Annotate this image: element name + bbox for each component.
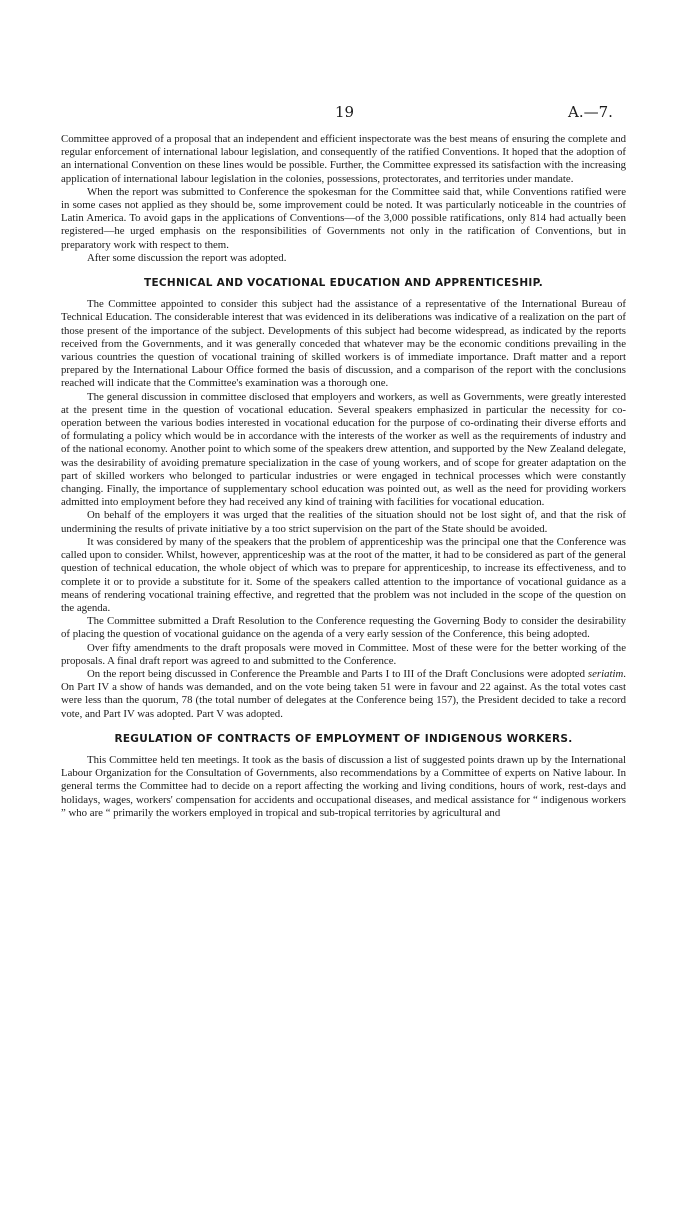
paragraph: The general discussion in committee disclosed that employers and workers, as well as Governments, were greatly interested at the present time in the question of vocational education. Several speakers emphasized in particular the necessity for co-operation between the various bodies interested in vocational education for the purpose of co-ordinating their diverse efforts and of formulating a policy which would be in accordance with the interests of the worker as well as the requirements of industry and of the national economy. Another point to which some of the speakers drew attention, and supported by the New Zealand delegate, was the desirability of avoiding premature specialization in the case of young workers, and of scope for greater adaptation on the part of skilled workers who belonged to particular industries or were engaged in technical processes which were constantly changing. Finally, the importance of supplementary school education was pointed out, as well as the need for providing workers admitted into employment before they had received any kind of training with facilities for vocational education. — [61, 390, 626, 509]
page-header — [0, 103, 700, 123]
text-run: . On Part IV a show of hands was demanded, and on the vote being taken 51 were in favour and 22 against. As the total votes cast were less than the quorum, 78 (the total number of delegates at the Conference being 157), the President decided to take a record vote, and Part IV was adopted. Part V was adopted. — [61, 667, 626, 720]
paragraph: It was considered by many of the speakers that the problem of apprenticeship was the principal one that the Conference was called upon to consider. Whilst, however, apprenticeship was at the root of the matter, it had to be considered as part of the general question of technical education, the whole object of which was to prepare for apprenticeship, to increase its effectiveness, and to complete it or to provide a substitute for it. Some of the speakers called attention to the importance of vocational guidance as a means of rendering vocational training effective, and regretted that the problem was not included in the scope of the question on the agenda. — [61, 535, 626, 614]
italic-term: seriatim — [587, 667, 624, 680]
section-heading: REGULATION OF CONTRACTS OF EMPLOYMENT OF INDIGENOUS WORKERS. — [114, 732, 573, 745]
section-heading: TECHNICAL AND VOCATIONAL EDUCATION AND APPRENTICESHIP. — [143, 277, 543, 290]
paragraph: The Committee appointed to consider this subject had the assistance of a representative of the International Bureau of Technical Education. The considerable interest that was evidenced in its deliberations was indicative of a realization on the part of those present of the importance of the subject. Developments of this subject had become widespread, as indicated by the reports received from the Governments, and it was generally conceded that whatever may be the economic conditions prevailing in the various countries the question of vocational training of skilled workers is of immediate importance. Draft matter and a report prepared by the International Labour Office formed the basis of discussion, and a comparison of the report with the conclusions reached will indicate that the Committee's examination was a thorough one. — [61, 298, 626, 390]
paragraph — [61, 668, 626, 721]
document-body — [61, 133, 626, 820]
paragraph: This Committee held ten meetings. It took as the basis of discussion a list of suggested points drawn up by the International Labour Organization for the Consultation of Governments, also recommendations by a Committee of experts on Native labour. In general terms the Committee had to decide on a report affecting the working and living conditions, hours of work, rest-days and holidays, wages, workers' compensation for accidents and occupational diseases, and medical assistance for “ indigenous workers ” who are “ primarily the workers employed in tropical and sub-tropical territories by agricultural and — [61, 753, 626, 819]
text-run: On the report being discussed in Conference the Preamble and Parts I to III of the Draft Conclusions were adopted — [87, 667, 588, 680]
page-number: 19 — [335, 103, 355, 121]
paragraph: When the report was submitted to Conference the spokesman for the Committee said that, while Conventions ratified were in some cases not applied as they should be, some improvement could be noted. It was particularly noticeable in the countries of Latin America. To avoid gaps in the applications of Conventions—of the 3,000 possible ratifications, only 814 had actually been registered—he urged emphasis on the responsibilities of Governments not only in the ratification of Conventions, but in preparatory work with respect to them. — [61, 185, 626, 251]
document-reference: A.—7. — [568, 103, 613, 121]
paragraph: Committee approved of a proposal that an independent and efficient inspectorate was the best means of ensuring the complete and regular enforcement of international labour legislation, and consequently of the ratified Conventions. It hoped that the adoption of an international Convention on these lines would be possible. Further, the Committee expressed its satisfaction with the increasing application of international labour legislation in the colonies, possessions, protectorates, and territories under mandate. — [61, 133, 626, 185]
paragraph: Over fifty amendments to the draft proposals were moved in Committee. Most of these were for the better working of the proposals. A final draft report was agreed to and submitted to the Conference. — [61, 641, 626, 667]
paragraph: On behalf of the employers it was urged that the realities of the situation should not be lost sight of, and that the risk of undermining the results of private initiative by a too strict supervision on the part of the State should be avoided. — [61, 509, 626, 535]
paragraph: After some discussion the report was adopted. — [87, 251, 287, 264]
paragraph: The Committee submitted a Draft Resolution to the Conference requesting the Governing Body to consider the desirability of placing the question of vocational guidance on the agenda of a very early session of the Conference, this being adopted. — [61, 615, 626, 641]
